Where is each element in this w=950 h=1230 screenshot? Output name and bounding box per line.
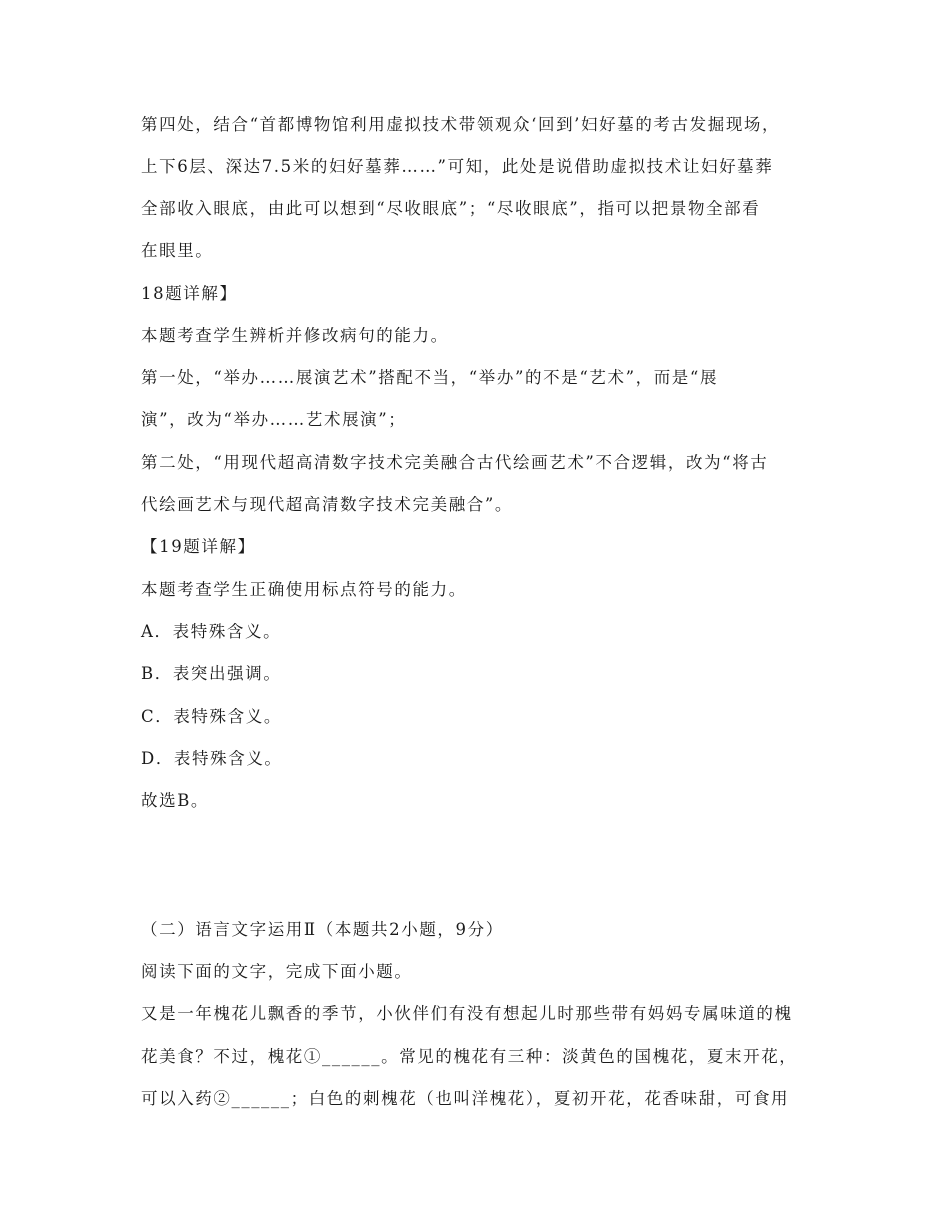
paragraph-line: 全部收入眼底，由此可以想到“尽收眼底”；“尽收眼底”，指可以把景物全部看 [141, 199, 761, 218]
paragraph-line: 本题考查学生辨析并修改病句的能力。 [141, 326, 449, 345]
option-b-line: B．表突出强调。 [141, 664, 282, 683]
section-heading-18: 18题详解】 [141, 284, 238, 303]
paragraph-line: 第二处，“用现代超高清数字技术完美融合古代绘画艺术”不合逻辑，改为“将古 [141, 453, 769, 472]
paragraph-line: 在眼里。 [141, 241, 214, 260]
instruction-line: 阅读下面的文字，完成下面小题。 [141, 962, 413, 981]
paragraph-line: 花美食？不过，槐花①______。常见的槐花有三种：淡黄色的国槐花，夏末开花， [141, 1047, 798, 1066]
paragraph-line: 可以入药②______；白色的刺槐花（也叫洋槐花），夏初开花，花香味甜，可食用 [141, 1089, 790, 1108]
section-heading-part-2: （二）语言文字运用Ⅱ（本题共2小题，9分） [141, 920, 504, 939]
section-heading-19: 【19题详解】 [141, 537, 256, 556]
option-d-line: D．表特殊含义。 [141, 749, 283, 768]
paragraph-line: 第一处，“举办……展演艺术”搭配不当，“举办”的不是“艺术”，而是“展 [141, 368, 719, 387]
answer-line: 故选B。 [141, 791, 210, 810]
paragraph-line: 上下6层、深达7.5米的妇好墓葬……”可知，此处是说借助虚拟技术让妇好墓葬 [141, 157, 774, 176]
paragraph-line: 又是一年槐花儿飘香的季节，小伙伴们有没有想起儿时那些带有妈妈专属味道的槐 [141, 1004, 793, 1023]
paragraph-line: 本题考查学生正确使用标点符号的能力。 [141, 580, 467, 599]
option-c-line: C．表特殊含义。 [141, 707, 282, 726]
paragraph-line: 第四处，结合“首都博物馆利用虚拟技术带领观众‘回到’妇好墓的考古发掘现场， [141, 115, 781, 134]
paragraph-line: 演”，改为“举办……艺术展演”； [141, 410, 407, 429]
paragraph-line: 代绘画艺术与现代超高清数字技术完美融合”。 [141, 495, 514, 514]
option-a-line: A．表特殊含义。 [141, 622, 282, 641]
